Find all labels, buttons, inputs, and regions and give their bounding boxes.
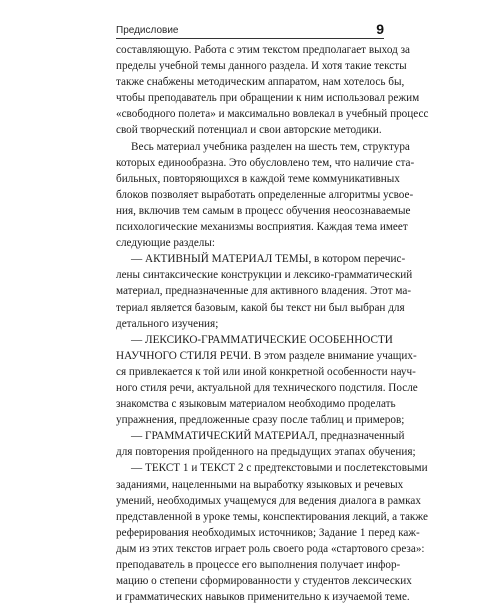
text-line: ся привлекается к той или иной конкретной особенности науч-: [116, 365, 416, 378]
text-line: заданиями, нацеленными на выработку языковых и речевых: [116, 478, 404, 491]
text-line: упражнения, предложенные сразу после таблиц и примеров;: [116, 414, 405, 427]
text-line: чтобы преподаватель при обращении к ним использовал режим: [116, 92, 420, 105]
text-line: Весь материал учебника разделен на шесть тем, структура: [131, 140, 410, 153]
text-line: дым из этих текстов играет роль своего рода «стартового среза»:: [116, 542, 425, 555]
text-line: психологические механизмы восприятия. Каждая тема имеет: [116, 221, 408, 234]
text-line: преподаватель в процессе его выполнения получает инфор-: [116, 559, 401, 571]
body-text: [116, 42, 429, 605]
text-line: блоков позволяет выработать определенные алгоритмы усвое-: [116, 188, 414, 201]
text-line: реферирования необходимых источников; Задание 1 перед каж-: [116, 526, 420, 539]
text-line: свой творческий потенциал и свои авторские методики.: [116, 124, 382, 137]
page-number: 9: [376, 21, 384, 37]
text-line: составляющую. Работа с этим текстом предполагает выход за: [116, 44, 410, 56]
text-line: бильных, повторяющихся в каждой теме коммуникативных: [116, 172, 400, 185]
text-line: НАУЧНОГО СТИЛЯ РЕЧИ. В этом разделе внимание учащих-: [116, 349, 417, 362]
text-line: следующие разделы:: [116, 237, 216, 250]
text-line: ния, включив тем самым в процесс обучения неосознаваемые: [116, 204, 411, 217]
text-line: — АКТИВНЫЙ МАТЕРИАЛ ТЕМЫ, в котором перечис-: [131, 253, 406, 266]
text-line: также снабжены методическим аппаратом, нам хотелось бы,: [116, 76, 405, 89]
text-line: териал является базовым, какой бы текст ни был выбран для: [116, 301, 405, 314]
text-line: ного стиля речи, актуальной для технического подстиля. После: [116, 381, 418, 394]
text-line: знакомства с языковым материалом необходимо проделать: [116, 398, 396, 411]
running-head: [116, 20, 384, 40]
text-line: детального изучения;: [116, 317, 219, 330]
text-line: — ЛЕКСИКО-ГРАММАТИЧЕСКИЕ ОСОБЕННОСТИ: [131, 333, 393, 346]
text-line: для повторения пройденного на предыдущих этапах обучения;: [116, 446, 416, 459]
text-line: пределы учебной темы данного раздела. И хотя такие тексты: [116, 60, 407, 73]
text-line: материал, предназначенные для активного владения. Этот ма-: [116, 285, 412, 298]
text-line: мацию о степени сформированности у студентов лексических: [116, 575, 412, 588]
running-title: Предисловие: [116, 25, 179, 36]
text-line: которых единообразна. Это обусловлено тем, что наличие ста-: [116, 156, 415, 169]
text-line: «свободного полета» и максимально вовлекал в учебный процесс: [116, 108, 429, 121]
text-line: и грамматических навыков применительно к изучаемой теме.: [116, 591, 410, 604]
header-rule: [116, 38, 384, 39]
text-line: умений, необходимых учащемуся для ведения диалога в рамках: [116, 494, 421, 507]
text-line: — ТЕКСТ 1 и ТЕКСТ 2 с предтекстовыми и послетекстовыми: [131, 462, 428, 475]
text-line: — ГРАММАТИЧЕСКИЙ МАТЕРИАЛ, предназначенный: [131, 430, 405, 443]
text-line: представленной в уроке темы, конспектирования лекций, а также: [116, 510, 428, 523]
text-line: лены синтаксические конструкции и лексико-грамматический: [116, 269, 413, 282]
